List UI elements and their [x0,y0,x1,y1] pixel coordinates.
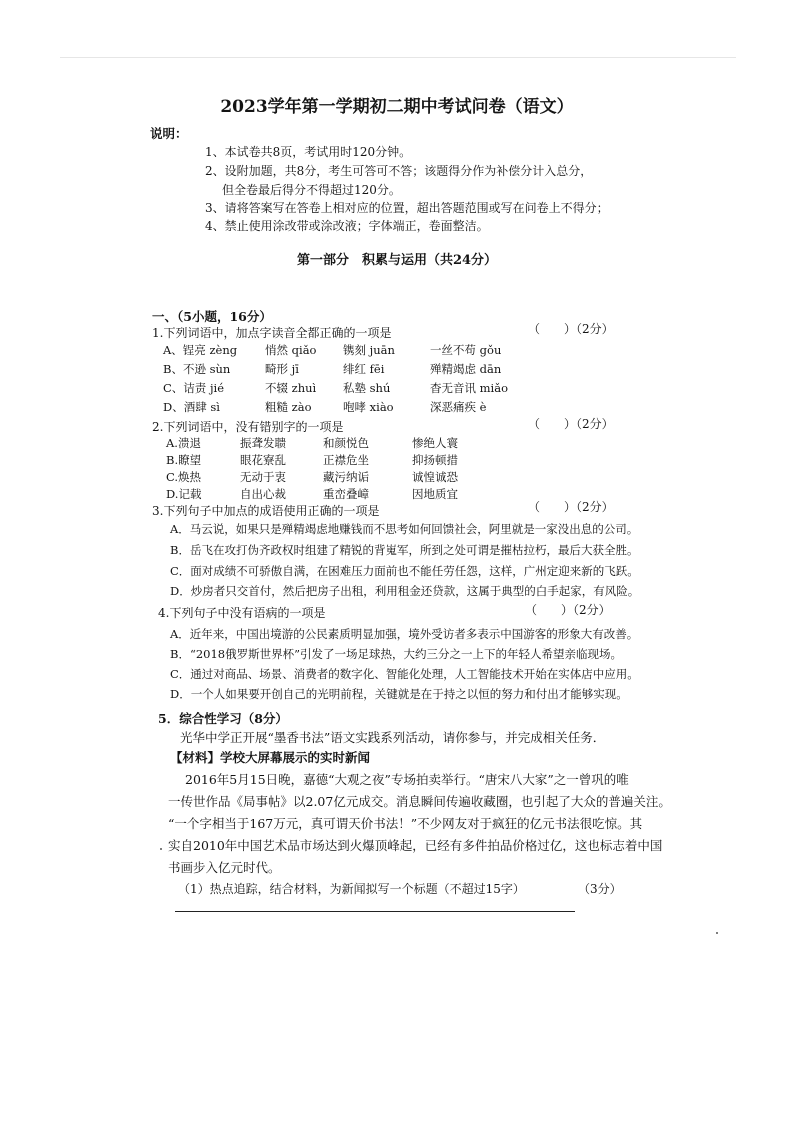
answer-line[interactable] [175,911,575,912]
q4-stem: 4.下列句子中没有语病的一项是 [158,606,326,620]
q3-option-a: A．马云说，如果只是殚精竭虑地赚钱而不思考如何回馈社会，阿里就是一家没出息的公司。 [170,522,639,536]
q1-a-2: 悄然 qiǎo [265,343,317,357]
q4-option-a: A．近年来，中国出境游的公民素质明显加强，境外受访者多表示中国游客的形象大有改善。 [170,627,639,641]
q4-option-d: D．一个人如果要开创自己的光明前程，关键就是在于持之以恒的努力和付出才能够实现。 [170,687,628,701]
q3-score: （ ）（2分） [528,500,614,514]
q1-score: （ ）（2分） [528,322,614,336]
q3-stem: 3.下列句子中加点的成语使用正确的一项是 [152,504,380,518]
note-item-3: 3、请将答案写在答卷上相对应的位置，超出答题范围或写在问卷上不得分； [205,201,609,215]
q2-a-2: 振聋发聩 [240,436,286,450]
part-one-heading: 第一部分 积累与运用（共24分） [296,253,498,268]
q2-d-3: 重峦叠嶂 [323,487,369,501]
q1-c-4: 杳无音讯 miǎo [430,381,509,395]
q2-d-2: 自出心裁 [240,487,286,501]
q2-b-4: 抑扬顿措 [412,453,458,467]
section-one-heading: 一、（5小题，16分） [152,309,272,324]
q1-c-3: 私塾 shú [343,381,391,395]
q5-sub1-score: （3分） [578,882,622,896]
scan-speck [160,848,162,850]
exam-title: 2023学年第一学期初二期中考试问卷（语文） [220,97,574,117]
q5-news-line-2: 一传世作品《局事帖》以2.07亿元成交。消息瞬间传遍收藏圈，也引起了大众的普遍关注。 [168,794,671,809]
scan-speck [716,932,718,934]
q1-d-3: 咆哮 xiào [343,400,394,414]
q2-c-1: C.焕热 [166,470,202,484]
q1-b-1: B、不逊 sùn [163,362,231,376]
q1-c-1: C、诘责 jié [163,381,225,395]
q2-c-3: 藏污纳诟 [323,470,369,484]
q1-b-2: 畸形 jī [265,362,299,376]
q1-a-3: 镌刻 juān [343,343,395,357]
q2-d-1: D.记载 [166,487,202,501]
q1-b-3: 绯红 fēi [343,362,385,376]
q2-b-1: B.瞭望 [166,453,202,467]
q5-news-line-3: “一个字相当于167万元，真可谓天价书法！”不少网友对于疯狂的亿元书法很吃惊。其 [168,816,643,831]
q5-sub1-prompt: （1）热点追踪，结合材料，为新闻拟写一个标题（不超过15字） [178,882,525,896]
q3-option-b: B．岳飞在攻打伪齐政权时组建了精锐的背嵬军，所到之处可谓是摧枯拉朽，最后大获全胜。 [170,543,639,557]
q5-news-line-4: 实自2010年中国艺术品市场达到火爆顶峰起，已经有多件拍品价格过亿，这也标志着中国 [168,838,663,853]
note-item-2-cont: 但全卷最后得分不得超过120分。 [222,183,401,197]
q1-a-4: 一丝不苟 gǒu [430,343,502,357]
q1-d-2: 粗糙 zào [265,400,312,414]
q3-option-c: C．面对成绩不可骄傲自满，在困难压力面前也不能任劳任怨，这样，广州定迎来新的飞跃。 [170,564,639,578]
q2-a-1: A.溃退 [166,436,201,450]
q2-b-2: 眼花寮乱 [240,453,286,467]
q1-d-1: D、酒肆 sì [163,400,220,414]
note-item-1: 1、本试卷共8页，考试用时120分钟。 [205,145,412,159]
q2-a-4: 惨绝人寰 [412,436,458,450]
q2-a-3: 和颜悦色 [323,436,369,450]
q1-a-1: A、锃亮 zèng [163,343,238,357]
note-item-2: 2、设附加题，共8分，考生可答可不答；该题得分作为补偿分计入总分， [205,164,593,178]
q5-intro: 光华中学正开展“墨香书法”语文实践系列活动，请你参与，并完成相关任务． [180,730,606,745]
q1-b-4: 殚精竭虑 dān [430,362,502,376]
q5-news-line-5: 书画步入亿元时代。 [168,860,281,875]
q5-news-line-1: 2016年5月15日晚，嘉德“大观之夜”专场拍卖举行。“唐宋八大家”之一曾巩的唯 [185,772,629,787]
page-top-edge [60,57,736,58]
note-item-4: 4、禁止使用涂改带或涂改液；字体端正，卷面整洁。 [205,219,489,233]
q5-material-label: 【材料】学校大屏幕展示的实时新闻 [170,750,371,765]
q2-b-3: 正襟危坐 [323,453,369,467]
q2-stem: 2.下列词语中，没有错别字的一项是 [152,420,344,434]
q4-score: （ ）（2分） [525,603,611,617]
q2-c-2: 无动于衷 [240,470,286,484]
q2-c-4: 诚惶诚恐 [412,470,458,484]
notes-label: 说明： [150,126,188,141]
q5-heading: 5．综合性学习（8分） [158,711,288,726]
q4-option-c: C．通过对商品、场景、消费者的数字化、智能化处理，人工智能技术开始在实体店中应用。 [170,667,639,681]
q1-c-2: 不辍 zhuì [265,381,317,395]
q2-d-4: 因地质宜 [412,487,458,501]
q1-stem: 1.下列词语中，加点字读音全都正确的一项是 [152,326,392,340]
q1-d-4: 深恶痛疾 è [430,400,487,414]
q4-option-b: B．“2018俄罗斯世界杯”引发了一场足球热，大约三分之一上下的年轻人希望亲临现场。 [170,647,622,661]
q2-score: （ ）（2分） [528,417,614,431]
q3-option-d: D．炒房者只交首付，然后把房子出租，利用租金还贷款，这属于典型的白手起家，有风险。 [170,584,640,598]
